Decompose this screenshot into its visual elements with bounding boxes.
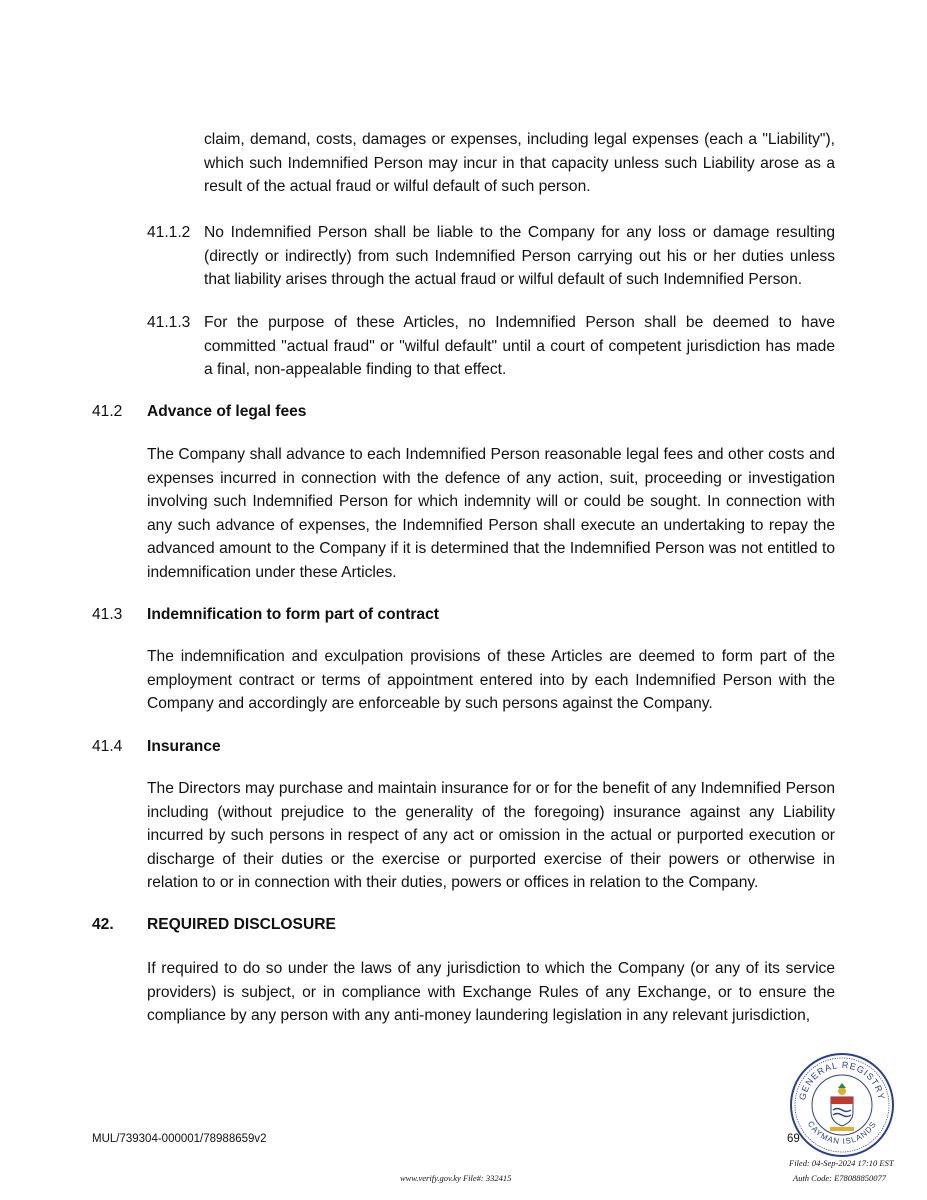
clause-41-1-2-text: No Indemnified Person shall be liable to the Company for any loss or damage resulting (directly or indirectly) from such Indemnified Person carrying out his or her duties unless that liability arises through the actual fraud or wilful default of such Indemnified Person. [204,224,835,288]
section-heading-indemnification-contract: Indemnification to form part of contract [147,606,439,623]
section-number-42: 42. [92,916,114,933]
verify-url: www.verify.gov.ky File#: 332415 [400,1173,512,1183]
section-heading-advance-of-legal-fees: Advance of legal fees [147,403,307,420]
filed-stamp: Filed: 04-Sep-2024 17:10 EST [789,1158,894,1168]
section-number-41-3: 41.3 [92,606,123,623]
clause-number-41-1-3: 41.1.3 [147,314,191,331]
section-heading-insurance: Insurance [147,738,221,755]
section-number-41-4: 41.4 [92,738,123,755]
page-number: 69 [787,1133,800,1145]
section-number-41-2: 41.2 [92,403,123,420]
section-41-3-text: The indemnification and exculpation provisions of these Articles are deemed to form part of the employment contract or terms of appointment entered into by each Indemnified Person with the Company and accordingly are enforceable by such persons against the Company. [147,648,835,712]
auth-code: Auth Code: E78088850077 [793,1173,887,1183]
general-registry-seal-icon [789,1052,895,1158]
seal-top-text: GENERAL REGISTRY [797,1059,887,1102]
document-reference: MUL/739304-000001/78988659v2 [92,1133,267,1145]
clause-number-41-1-2: 41.1.2 [147,224,191,241]
section-41-2-text: The Company shall advance to each Indemnified Person reasonable legal fees and other costs and expenses incurred in connection with the defence of any action, suit, proceeding or investigation involving such Indemnified Person for which indemnity will or could be sought. In connection with any such advance of expenses, the Indemnified Person shall execute an undertaking to repay the advanced amount to the Company if it is determined that the Indemnified Person was not entitled to indemnification under these Articles. [147,446,835,581]
section-heading-required-disclosure: REQUIRED DISCLOSURE [147,916,336,933]
seal-bottom-text: CAYMAN ISLANDS [805,1119,879,1147]
paragraph-continuation: claim, demand, costs, damages or expenses, including legal expenses (each a "Liability"), which such Indemnified Person may incur in that capacity unless such Liability arose as a result of the actual fraud or wilful default of such person. [204,131,835,195]
section-42-text: If required to do so under the laws of any jurisdiction to which the Company (or any of its service providers) is subject, or in compliance with Exchange Rules of any Exchange, or to ensure the compliance by any person with any anti-money laundering legislation in any relevant jurisdiction, [147,960,835,1024]
section-41-4-text: The Directors may purchase and maintain insurance for or for the benefit of any Indemnified Person including (without prejudice to the generality of the foregoing) insurance against any Liability incurred by such persons in respect of any act or omission in the actual or purported execution or discharge of their duties or the exercise or purported exercise of their powers or otherwise in relation to or in connection with their duties, powers or offices in relation to the Company. [147,780,835,891]
clause-41-1-3-text: For the purpose of these Articles, no Indemnified Person shall be deemed to have committed "actual fraud" or "wilful default" until a court of competent jurisdiction has made a final, non-appealable finding to that effect. [204,314,835,378]
